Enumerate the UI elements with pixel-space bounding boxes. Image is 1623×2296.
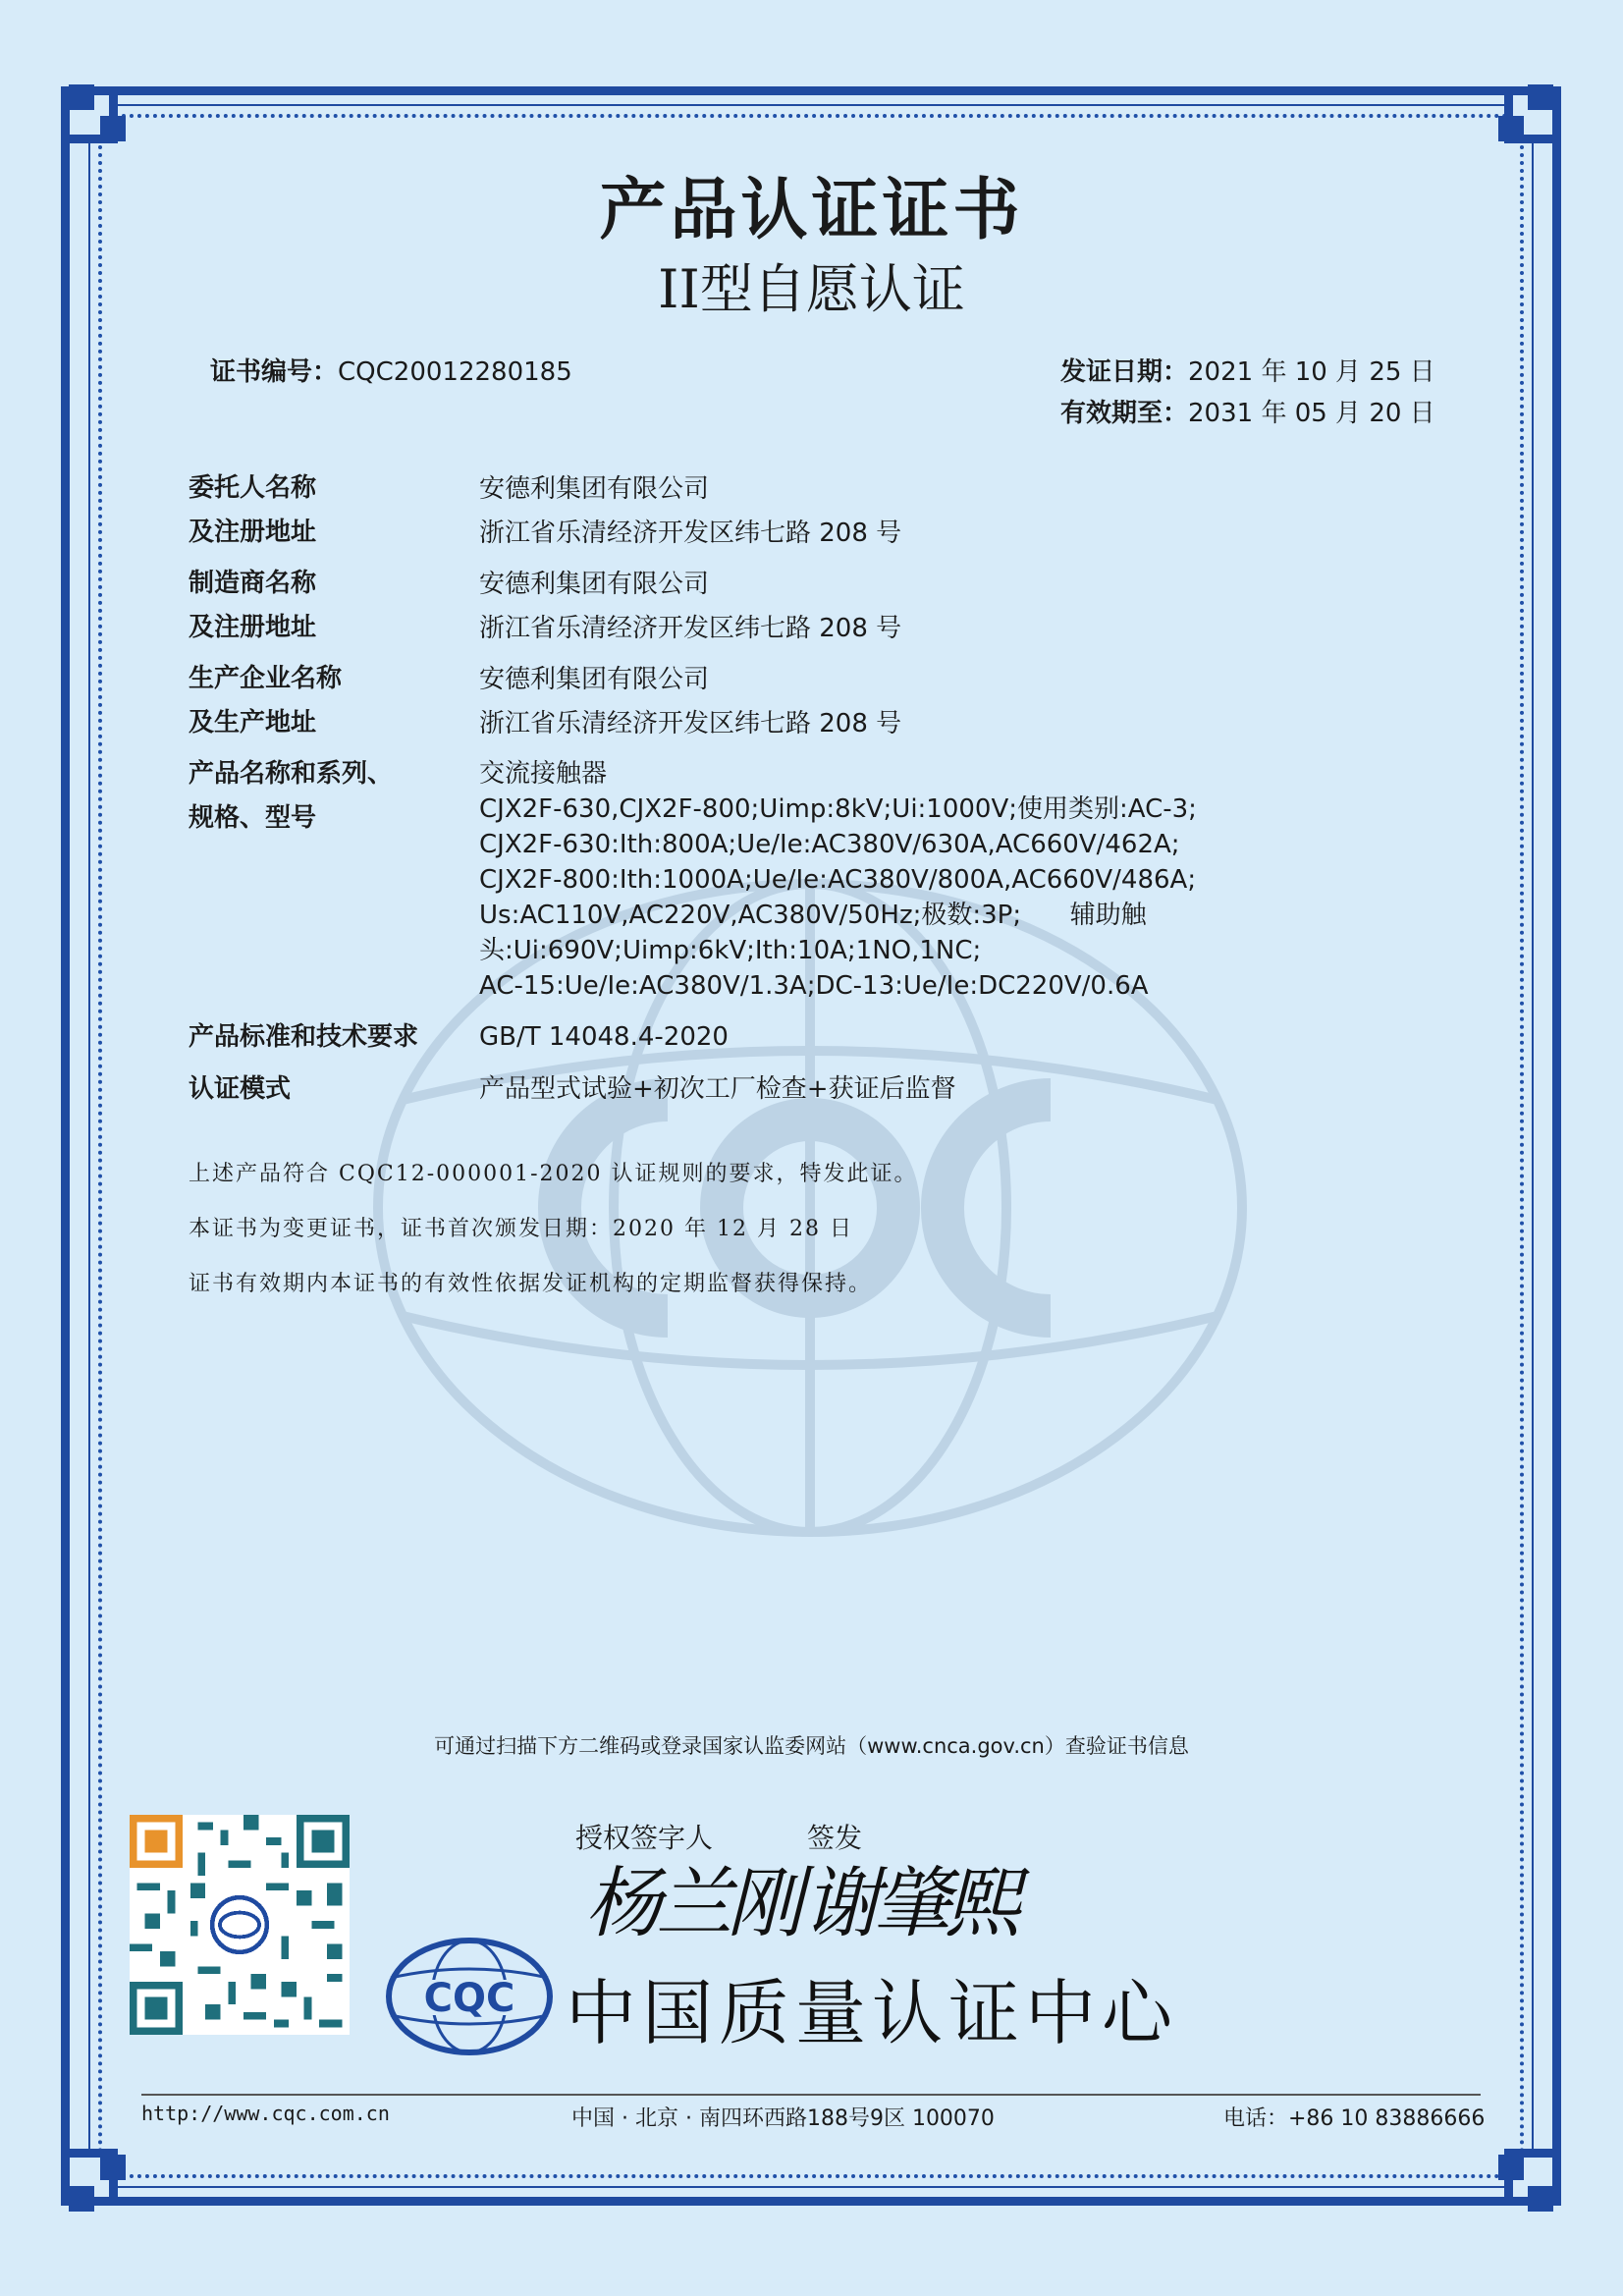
statement-line: 上述产品符合 CQC12-000001-2020 认证规则的要求，特发此证。	[189, 1162, 918, 1186]
statement-line: 本证书为变更证书，证书首次颁发日期：2020 年 12 月 28 日	[189, 1217, 853, 1241]
footer-divider	[141, 2094, 1481, 2096]
standard-label: 产品标准和技术要求	[189, 1022, 419, 1052]
product-label-1: 产品名称和系列、	[189, 759, 394, 789]
certificate-number-label: 证书编号：	[210, 357, 339, 387]
issue-date-value: 2021 年 10 月 25 日	[1188, 357, 1435, 387]
mode-label: 认证模式	[189, 1074, 292, 1104]
certificate-title: 产品认证证书	[599, 172, 1024, 249]
product-line: CJX2F-630,CJX2F-800;Uimp:8kV;Ui:1000V;使用类别:AC-3;	[479, 794, 1197, 824]
product-line: Us:AC110V,AC220V,AC380V/50Hz;极数:3P; 辅助触	[479, 901, 1147, 930]
authorized-signer-label: 授权签字人	[575, 1822, 714, 1854]
product-label-2: 规格、型号	[189, 803, 317, 833]
statement-line: 证书有效期内本证书的有效性依据发证机构的定期监督获得保持。	[189, 1272, 873, 1296]
client-name: 安德利集团有限公司	[479, 474, 710, 504]
footer-website[interactable]: http://www.cqc.com.cn	[141, 2102, 390, 2125]
footer-phone: 电话：+86 10 83886666	[1223, 2106, 1486, 2131]
factory-name: 安德利集团有限公司	[479, 665, 710, 694]
factory-address: 浙江省乐清经济开发区纬七路 208 号	[479, 709, 902, 738]
certificate-number	[210, 352, 572, 388]
qr-code-icon[interactable]	[130, 1815, 350, 2035]
corner-square-icon	[69, 2186, 94, 2212]
valid-date-label: 有效期至：	[1060, 399, 1189, 428]
certificate-subtitle: II型自愿认证	[658, 258, 965, 320]
mode-value: 产品型式试验+初次工厂检查+获证后监督	[479, 1074, 956, 1104]
valid-date	[1060, 393, 1435, 429]
corner-square-icon	[1528, 2186, 1553, 2212]
issue-date-label: 发证日期：	[1060, 357, 1189, 387]
product-line: AC-15:Ue/Ie:AC380V/1.3A;DC-13:Ue/Ie:DC220V/0.6A	[479, 971, 1149, 1001]
corner-square-icon	[100, 116, 126, 141]
product-line: 交流接触器	[479, 759, 608, 789]
cqc-logo-text: CQC	[423, 1976, 515, 2021]
corner-square-icon	[1528, 84, 1553, 110]
maker-label-1: 制造商名称	[189, 569, 317, 598]
certificate-number-value: CQC20012280185	[338, 357, 572, 387]
footer-address: 中国 · 北京 · 南四环西路188号9区 100070	[571, 2106, 995, 2131]
issued-label: 签发	[807, 1822, 863, 1854]
standard-value: GB/T 14048.4-2020	[479, 1022, 729, 1052]
authorized-signature: 杨兰刚	[585, 1860, 798, 1948]
maker-name: 安德利集团有限公司	[479, 570, 710, 599]
corner-square-icon	[100, 2155, 126, 2180]
organization-name: 中国质量认证中心	[566, 1972, 1179, 2054]
issued-signature: 谢肇熙	[803, 1860, 1016, 1948]
factory-label-1: 生产企业名称	[189, 664, 343, 693]
client-label-2: 及注册地址	[189, 518, 317, 547]
product-line: CJX2F-800:Ith:1000A;Ue/Ie:AC380V/800A,AC660V/486A;	[479, 865, 1197, 895]
maker-label-2: 及注册地址	[189, 613, 317, 642]
corner-square-icon	[1498, 116, 1524, 141]
valid-date-value: 2031 年 05 月 20 日	[1188, 399, 1435, 428]
corner-square-icon	[1498, 2155, 1524, 2180]
client-address: 浙江省乐清经济开发区纬七路 208 号	[479, 519, 902, 548]
factory-label-2: 及生产地址	[189, 708, 317, 738]
maker-address: 浙江省乐清经济开发区纬七路 208 号	[479, 614, 902, 643]
product-line: CJX2F-630:Ith:800A;Ue/Ie:AC380V/630A,AC660V/462A;	[479, 830, 1180, 859]
corner-square-icon	[69, 84, 94, 110]
verify-instructions: 可通过扫描下方二维码或登录国家认监委网站（www.cnca.gov.cn）查验证书信息	[434, 1734, 1189, 1758]
issue-date	[1060, 352, 1435, 388]
product-line: 头:Ui:690V;Uimp:6kV;Ith:10A;1NO,1NC;	[479, 936, 982, 965]
client-label-1: 委托人名称	[189, 473, 317, 503]
